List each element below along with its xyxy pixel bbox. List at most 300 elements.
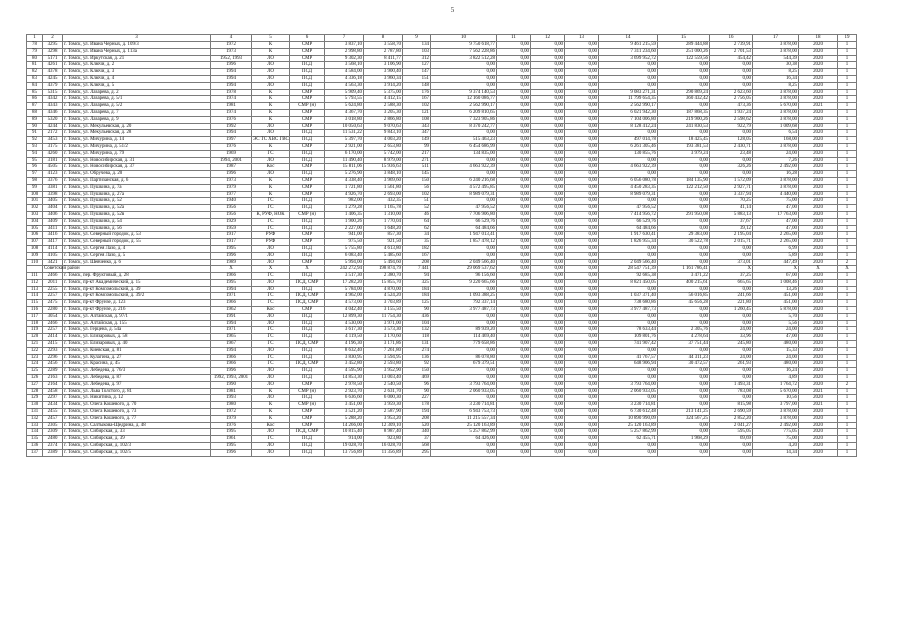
table-cell: 245,80	[710, 341, 753, 348]
table-cell: 1	[838, 171, 857, 178]
table-cell: 0,00	[658, 395, 710, 402]
table-cell: 941,00	[325, 232, 364, 239]
table-cell: 6 730 612,48	[599, 409, 658, 416]
table-row	[27, 313, 857, 320]
table-cell: 167	[403, 252, 431, 259]
table-cell: 7 706 906,80	[431, 211, 497, 218]
table-cell: г. Томск, ул. Пушкина, д. 52а	[63, 205, 211, 212]
table-cell: 2434	[43, 402, 63, 409]
table-cell: 1	[838, 75, 857, 82]
table-cell: 0,00	[658, 225, 710, 232]
table-cell: 7 441	[403, 266, 431, 273]
table-cell: 5 784,00	[325, 286, 364, 293]
table-row	[27, 286, 857, 293]
table-cell: 3 977 487,73	[431, 307, 497, 314]
table-cell: 451,00	[753, 300, 799, 307]
table-cell: г. Томск, ул. Олега Кошевого, д. 70	[63, 402, 211, 409]
table-cell: 0,00	[565, 225, 599, 232]
table-cell: СМР	[290, 55, 325, 62]
table-row	[27, 116, 857, 123]
table-cell: 2 265,00	[753, 232, 799, 239]
table-cell: ПСД	[290, 320, 325, 327]
table-row	[27, 232, 857, 239]
table-cell: 136	[27, 443, 43, 450]
table-cell: 0,00	[431, 69, 497, 76]
table-cell: 2466	[43, 320, 63, 327]
table-cell: 2020	[799, 449, 838, 456]
table-cell: СМР (н)	[290, 211, 325, 218]
table-cell: 102	[403, 103, 431, 110]
table-cell: 0,00	[431, 171, 497, 178]
table-cell: СМР (н)	[290, 388, 325, 395]
table-cell: 568	[403, 443, 431, 450]
table-row	[27, 436, 857, 443]
table-cell: К	[252, 415, 290, 422]
table-cell: 0,00	[658, 198, 710, 205]
table-cell: 0,00	[497, 279, 531, 286]
table-cell: 0,00	[497, 96, 531, 103]
table-cell: 2 041,27	[710, 422, 753, 429]
table-cell: г. Томск, ул. Шевченко, д. 6	[63, 259, 211, 266]
table-cell: 12 899,30	[325, 313, 364, 320]
table-cell: 184	[403, 293, 431, 300]
table-cell: г. Томск, ул. Мичурина, д. 51/2	[63, 143, 211, 150]
table-cell: 0,00	[710, 75, 753, 82]
table-cell: 0,00	[497, 381, 531, 388]
table-cell: г. Томск, ул. Сибирская, д. 102/3	[63, 443, 211, 450]
table-cell: 1973	[211, 48, 252, 55]
table-cell: 0,00	[497, 443, 531, 450]
table-cell: 0,00	[497, 354, 531, 361]
table-cell: 2020	[799, 75, 838, 82]
table-cell: 168,00	[753, 137, 799, 144]
table-cell: 2415	[43, 341, 63, 348]
table-cell: ПСД	[290, 327, 325, 334]
table-cell: г. Томск, ул. Киевская, д. 81	[63, 347, 211, 354]
table-cell: 982,00	[325, 198, 364, 205]
table-cell: 39,12	[710, 225, 753, 232]
table-cell: 90	[403, 388, 431, 395]
table-cell: 0,00	[497, 361, 531, 368]
table-cell: 914,00	[325, 436, 364, 443]
table-cell: 130	[27, 402, 43, 409]
table-cell: ЛО	[252, 82, 290, 89]
table-cell: 1	[838, 225, 857, 232]
table-cell: 1 009,68	[753, 123, 799, 130]
table-cell: 2020	[799, 422, 838, 429]
table-cell: 1974	[211, 109, 252, 116]
table-cell: 360 432,42	[658, 96, 710, 103]
table-cell: 1 493,31	[710, 381, 753, 388]
column-number: 17	[753, 35, 799, 42]
table-cell: 2020	[799, 137, 838, 144]
table-cell: ГС	[252, 354, 290, 361]
table-cell: 0,00	[497, 415, 531, 422]
table-cell: 4 196,30	[325, 341, 364, 348]
table-cell: 2475	[43, 300, 63, 307]
table-cell: 1976	[211, 422, 252, 429]
table-cell: 0,00	[565, 449, 599, 456]
table-cell: 45 656,28	[658, 300, 710, 307]
table-cell: 0,00	[565, 395, 599, 402]
table-cell: 1994	[211, 286, 252, 293]
table-cell: 2020	[799, 225, 838, 232]
table-cell: 5 257 862,99	[431, 429, 497, 436]
table-cell: 16,34	[753, 75, 799, 82]
table-cell: 0,00	[658, 157, 710, 164]
table-cell: ПСД, СМР	[290, 341, 325, 348]
table-cell: 3417	[43, 239, 63, 246]
table-cell: Кос	[252, 164, 290, 171]
table-cell: 150	[403, 368, 431, 375]
table-cell: 1981	[211, 103, 252, 110]
table-cell: 2020	[799, 130, 838, 137]
table-cell: 3 878,00	[753, 96, 799, 103]
table-cell: 0,00	[710, 313, 753, 320]
table-cell: 47,00	[753, 205, 799, 212]
table-cell: 3405	[43, 198, 63, 205]
table-cell: 0,00	[565, 334, 599, 341]
table-cell: 3 878,00	[753, 48, 799, 55]
table-cell: 25 120 163,89	[431, 422, 497, 429]
table-cell: 15 811,06	[325, 164, 364, 171]
table-cell: 1	[838, 334, 857, 341]
table-cell: 1	[838, 55, 857, 62]
table-cell: 6 454 686,99	[431, 143, 497, 150]
table-cell: 2020	[799, 184, 838, 191]
table-cell: 1967	[211, 341, 252, 348]
table-cell: Советский район	[44, 266, 80, 272]
table-cell: ПСД, СМР	[290, 293, 325, 300]
table-cell: 0,00	[599, 130, 658, 137]
table-cell: 347	[403, 130, 431, 137]
table-cell: 33,96	[710, 334, 753, 341]
table-cell: 2020	[799, 415, 838, 422]
table-cell: ГС	[252, 273, 290, 280]
table-cell: 2020	[799, 436, 838, 443]
table-cell: 0,00	[599, 313, 658, 320]
table-cell: 0,00	[497, 429, 531, 436]
table-cell: 0,00	[565, 103, 599, 110]
table-cell: 0,00	[565, 137, 599, 144]
table-cell: г. Томск, ул. Ивана Черных, д. 113а	[63, 48, 211, 55]
table-cell: ПСД	[290, 82, 325, 89]
table-cell: 0,00	[531, 395, 565, 402]
table-cell: 2 430,71	[710, 143, 753, 150]
table-cell: ПСД	[290, 313, 325, 320]
table-cell: 480,00	[753, 361, 799, 368]
table-cell: 4245	[43, 75, 63, 82]
table-cell: 41 767,57	[599, 354, 658, 361]
table-cell: 89 939,20	[431, 327, 497, 334]
table-cell: 15 855,70	[364, 279, 403, 286]
table-cell: 114 469,40	[431, 334, 497, 341]
table-cell: 0,00	[710, 368, 753, 375]
table-cell: 4261	[43, 62, 63, 69]
table-cell: 0,00	[497, 75, 531, 82]
table-cell: 1	[838, 273, 857, 280]
table-cell: 1	[838, 69, 857, 76]
table-cell: 2 598,62	[710, 116, 753, 123]
table-cell: ЛО	[252, 368, 290, 375]
table-cell: 0,00	[431, 75, 497, 82]
table-cell: 128	[27, 388, 43, 395]
table-cell: ГС	[252, 218, 290, 225]
table-cell: 0,00	[497, 42, 531, 49]
table-cell: г. Томск, пр-кт Комсомольский, д. 39/2	[63, 293, 211, 300]
table-cell: 0,00	[710, 395, 753, 402]
table-cell: 0,00	[431, 198, 497, 205]
table-cell: 0,00	[531, 82, 565, 89]
table-cell: 16 028,70	[364, 443, 403, 450]
table-cell: 515 463,23	[431, 137, 497, 144]
column-number: 12	[531, 35, 565, 42]
table-cell: 0,00	[658, 130, 710, 137]
table-cell: 4 338,40	[325, 177, 364, 184]
table-cell: 0,00	[565, 116, 599, 123]
table-cell: 2 380,70	[364, 273, 403, 280]
table-cell: 0,00	[497, 449, 531, 456]
table-cell: 1966	[211, 361, 252, 368]
table-cell: 0,00	[531, 273, 565, 280]
table-cell: 2011	[43, 279, 63, 286]
table-cell: 3 793 764,00	[431, 381, 497, 388]
table-cell: 0,00	[497, 184, 531, 191]
table-cell: г. Томск, ул. Северный городок, д. 55	[63, 239, 211, 246]
table-cell: К	[252, 143, 290, 150]
table-cell: 1994	[211, 320, 252, 327]
table-cell: 2020	[799, 409, 838, 416]
table-cell: 25 120 163,89	[599, 422, 658, 429]
table-cell: 3 952,90	[364, 368, 403, 375]
table-cell: 1966	[211, 300, 252, 307]
table-cell: 2020	[799, 55, 838, 62]
table-cell: 125	[403, 300, 431, 307]
table-cell: 0,00	[431, 347, 497, 354]
table-cell: г. Томск, ул. Лазарева, д. 9	[63, 116, 211, 123]
table-cell: 129	[27, 395, 43, 402]
table-cell: 122 559,56	[658, 55, 710, 62]
table-cell: 2 049 566,40	[599, 259, 658, 266]
table-cell: 0,00	[497, 116, 531, 123]
table-cell: ПСД	[290, 62, 325, 69]
table-cell: 1	[838, 245, 857, 252]
table-cell: 0,00	[497, 198, 531, 205]
table-cell: ПСД	[290, 368, 325, 375]
table-cell: 2020	[799, 116, 838, 123]
table-cell: 1980	[211, 402, 252, 409]
table-cell: 0,00	[531, 225, 565, 232]
table-cell: 241 830,53	[658, 123, 710, 130]
table-cell: 1	[838, 375, 857, 382]
table-cell: 2020	[799, 429, 838, 436]
table-cell: 2255	[43, 286, 63, 293]
table-cell: 0,00	[531, 334, 565, 341]
table-cell: СМР (н)	[290, 402, 325, 409]
table-cell: 0,00	[497, 150, 531, 157]
table-cell: 2020	[799, 395, 838, 402]
table-cell: ГС	[252, 300, 290, 307]
table-cell: 738 680,86	[599, 300, 658, 307]
table-cell: РУФ	[252, 232, 290, 239]
table-cell: ГС	[252, 150, 290, 157]
table-cell: 1 093 388,25	[431, 293, 497, 300]
table-cell: 110	[27, 259, 43, 266]
table-cell: 0,00	[531, 429, 565, 436]
table-cell: 0,00	[599, 449, 658, 456]
table-cell: 0,00	[565, 55, 599, 62]
table-cell: г. Томск, ул. Партизанская, д. 6	[63, 177, 211, 184]
table-cell: 1992	[211, 123, 252, 130]
table-cell: 3 106,90	[364, 62, 403, 69]
table-row	[27, 55, 857, 62]
table-cell: 118	[403, 334, 431, 341]
table-cell: 2020	[799, 82, 838, 89]
table-cell: 6 021 942,30	[599, 109, 658, 116]
table-cell: 2389	[43, 449, 63, 456]
table-cell: 0,00	[497, 388, 531, 395]
table-cell: 451,00	[753, 293, 799, 300]
table-cell: 0,00	[658, 62, 710, 69]
table-cell: г. Томск, пр-кт Фрунзе, д. 216	[63, 307, 211, 314]
table-cell: 815,98	[710, 402, 753, 409]
table-cell: 5,70	[753, 313, 799, 320]
table-cell: 112	[27, 279, 43, 286]
table-cell: 11 799 654,35	[599, 96, 658, 103]
table-cell: ПСД, СМР	[290, 300, 325, 307]
table-cell: ПСД	[290, 286, 325, 293]
table-cell: 0,00	[497, 177, 531, 184]
table-cell: 4378	[43, 69, 63, 76]
table-cell: Кос	[252, 422, 290, 429]
table-cell: г. Томск, пр-кт Комсомольский, д. 39	[63, 286, 211, 293]
table-cell: 0,00	[531, 354, 565, 361]
table-cell: 1	[838, 109, 857, 116]
table-cell: 0,00	[599, 395, 658, 402]
table-cell: 2020	[799, 259, 838, 266]
table-row	[27, 395, 857, 402]
table-cell: 473,36	[710, 103, 753, 110]
table-cell: 4123	[43, 171, 63, 178]
table-cell: 2020	[799, 157, 838, 164]
table-cell: ЛО	[252, 279, 290, 286]
table-cell: 134 835,00	[431, 150, 497, 157]
table-cell: 1	[838, 347, 857, 354]
table-cell: 0,00	[531, 443, 565, 450]
table-cell: 11 531,22	[325, 130, 364, 137]
table-cell: 3 018,80	[325, 116, 364, 123]
table-cell: 2 492,00	[753, 422, 799, 429]
table-cell: 2257	[43, 293, 63, 300]
table-cell: 0,00	[531, 55, 565, 62]
table-cell: 131	[27, 409, 43, 416]
table-cell: 0,00	[565, 375, 599, 382]
table-cell: ПСД	[290, 273, 325, 280]
table-cell: 1	[838, 361, 857, 368]
table-cell: ЛО	[252, 75, 290, 82]
table-cell: 3 451,00	[325, 402, 364, 409]
table-cell: г. Томск, ул. Пушкина, д. 52в	[63, 211, 211, 218]
table-cell: 79	[27, 48, 43, 55]
table-cell: 1994, 2001	[211, 157, 252, 164]
table-cell: 0,00	[497, 137, 531, 144]
table-cell: 64 426,00	[431, 436, 497, 443]
table-cell: 2020	[799, 62, 838, 69]
table-cell: г. Томск, ул. Салтыкова-Щедрина, д. 48	[63, 422, 211, 429]
table-cell: ЛО	[252, 449, 290, 456]
table-cell: 0,00	[497, 48, 531, 55]
table-cell: 0,00	[531, 177, 565, 184]
table-cell: К	[252, 402, 290, 409]
table-cell: 132	[27, 415, 43, 422]
table-cell: 2020	[799, 334, 838, 341]
table-cell: 1940	[211, 198, 252, 205]
table-cell: ЛО	[252, 123, 290, 130]
table-cell: 1987	[211, 164, 252, 171]
table-cell: 0,00	[431, 368, 497, 375]
table-cell: 7 311 234,60	[599, 48, 658, 55]
table-cell: г. Томск, ул. Ивана Черных, д. 109/3	[63, 42, 211, 49]
table-cell: Х	[211, 266, 252, 273]
table-cell: 0,00	[599, 286, 658, 293]
page-number: 5	[450, 6, 455, 14]
table-cell: 2172	[43, 130, 63, 137]
table-cell: 4 042,40	[325, 307, 364, 314]
table-cell: 1	[838, 82, 857, 89]
table-cell: 0,00	[565, 218, 599, 225]
table-cell: 400 215,61	[658, 279, 710, 286]
table-cell: 114	[27, 293, 43, 300]
table-row	[27, 82, 857, 89]
table-cell: 0,00	[710, 443, 753, 450]
table-cell: ГС	[252, 334, 290, 341]
table-cell: 1 857 478,12	[431, 239, 497, 246]
table-cell: 0,00	[565, 429, 599, 436]
table-cell: ПСД	[290, 252, 325, 259]
table-cell: 3 573,30	[364, 327, 403, 334]
table-cell: 108	[27, 245, 43, 252]
table-cell: 312	[403, 55, 431, 62]
table-cell: 2 492,00	[753, 164, 799, 171]
table-cell: 13 756,89	[325, 449, 364, 456]
table-cell: 1	[838, 300, 857, 307]
table-cell: 792 337,14	[431, 300, 497, 307]
table-cell: 3295	[43, 42, 63, 49]
table-cell: 9 374 140,53	[431, 89, 497, 96]
table-cell: 91	[27, 130, 43, 137]
table-cell: 109	[27, 252, 43, 259]
table-cell: 0,00	[565, 286, 599, 293]
table-cell: 2020	[799, 191, 838, 198]
table-cell: 106	[27, 232, 43, 239]
table-cell: г. Томск, ул. Кулагина, д. 27	[63, 354, 211, 361]
table-cell: 1	[838, 103, 857, 110]
table-cell: 2 060 933,05	[431, 388, 497, 395]
table-cell: 1	[838, 239, 857, 246]
table-cell: 3 878,00	[753, 143, 799, 150]
table-cell: 44 311,23	[658, 354, 710, 361]
table-cell: 0,00	[531, 191, 565, 198]
table-cell: ПСД	[290, 375, 325, 382]
table-cell: 1 770,04	[364, 218, 403, 225]
table-cell: 2309	[43, 429, 63, 436]
table-cell: 1	[838, 42, 857, 49]
table-cell: ЛО	[252, 62, 290, 69]
table-cell: ПСД	[290, 157, 325, 164]
table-cell: 0,00	[565, 273, 599, 280]
table-row	[27, 198, 857, 205]
register-body	[27, 42, 857, 457]
